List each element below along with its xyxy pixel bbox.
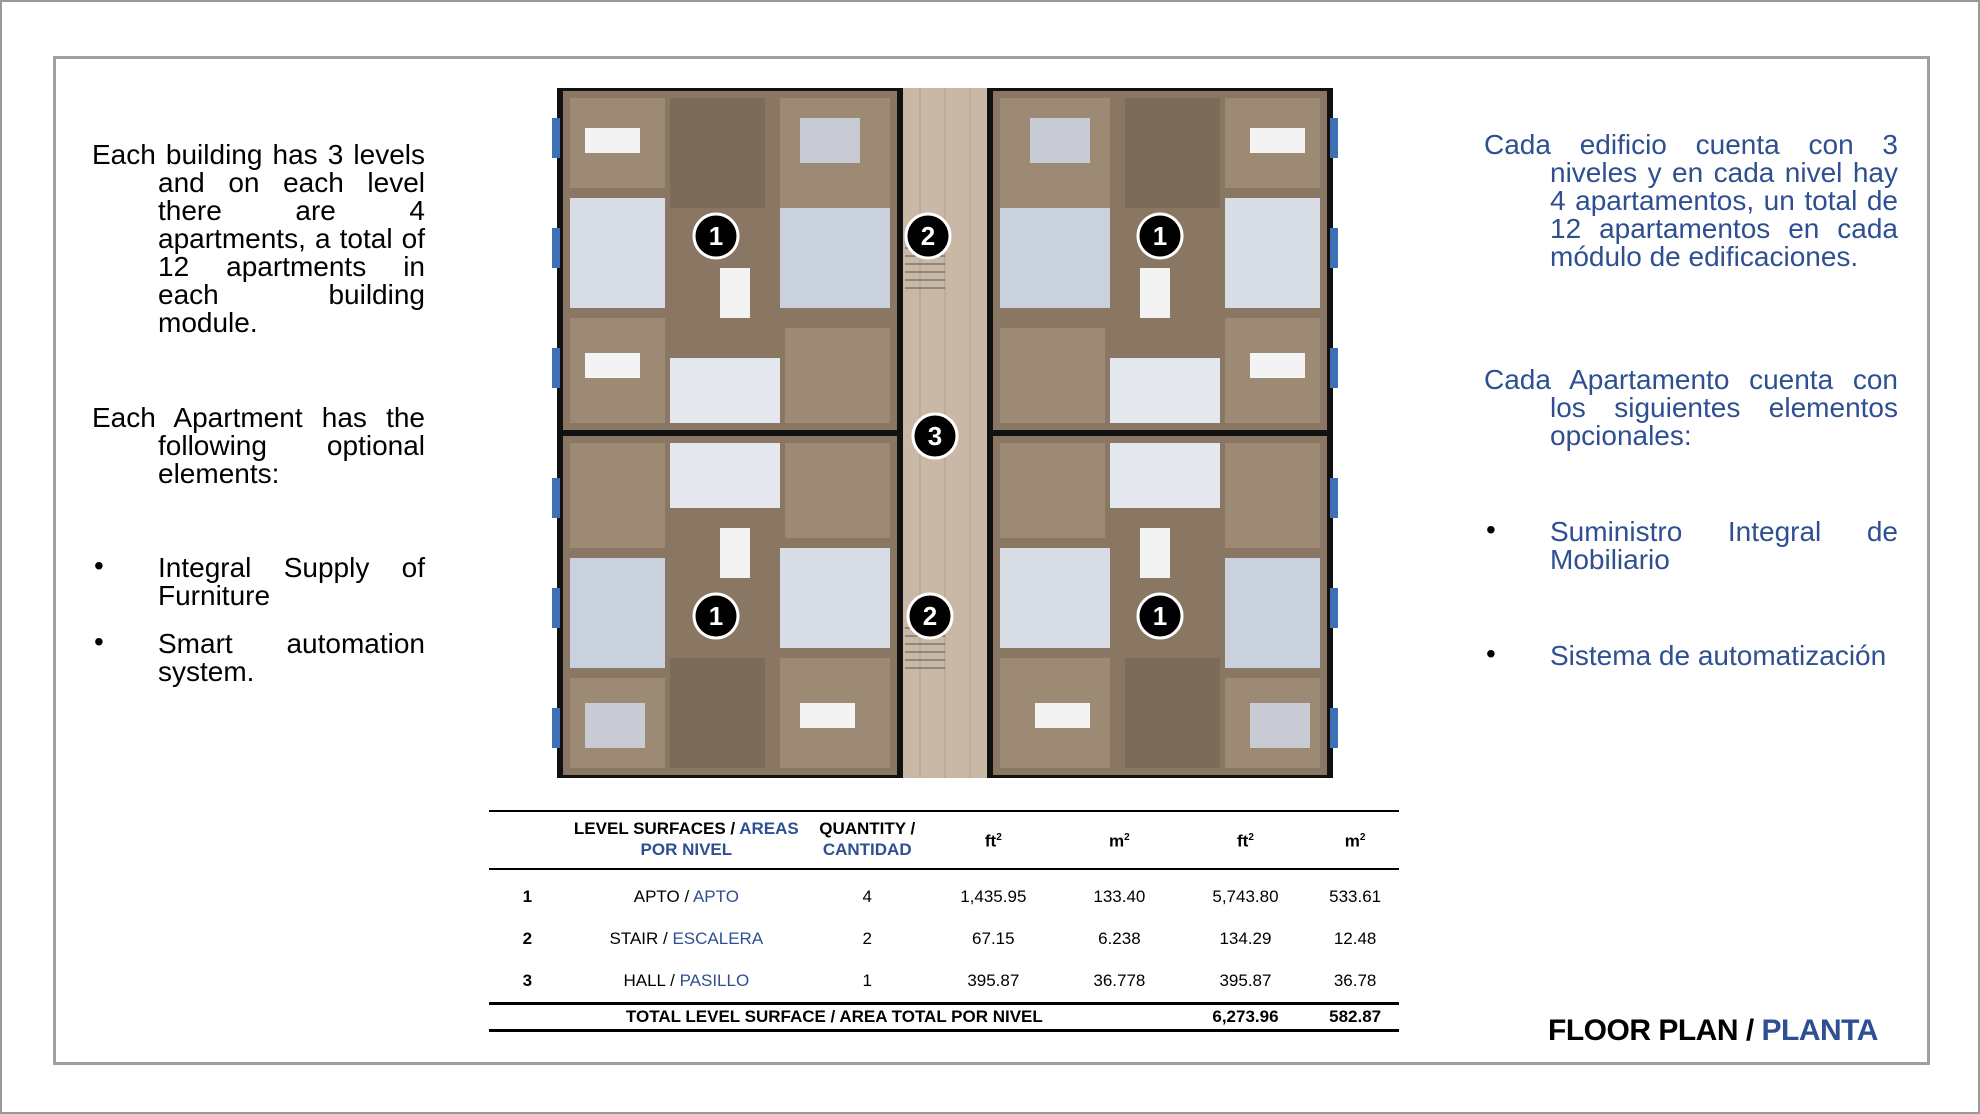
table-row: 3 HALL / PASILLO 1 395.87 36.778 395.87 36.78: [522, 971, 1377, 990]
svg-text:3: 3: [927, 421, 943, 451]
bullet-icon: •: [94, 550, 104, 581]
table-header-id: [489, 811, 566, 869]
english-optional-intro: [92, 404, 425, 488]
plan-marker: [908, 594, 952, 638]
svg-text:2: 2: [922, 601, 938, 631]
english-paragraph-optional: Each Apartment has the following optional elements:: [92, 402, 425, 489]
plan-marker: [1138, 214, 1182, 258]
table-header-surface: LEVEL SURFACES / AREAS POR NIVEL: [566, 811, 807, 869]
total-label: TOTAL LEVEL SURFACE / AREA TOTAL POR NIVEL: [489, 1004, 1180, 1031]
spanish-optional-intro: [1484, 366, 1898, 450]
english-bullet-item: [92, 626, 425, 687]
spanish-paragraph-optional: Cada Apartamento cuenta con los siguientes elementos opcionales:: [1484, 364, 1898, 451]
english-bullet-text: Smart automation system.: [158, 628, 425, 687]
title-spanish: PLANTA: [1761, 1014, 1878, 1047]
svg-text:1: 1: [708, 221, 724, 251]
spanish-bullet-list-2: [1484, 638, 1898, 690]
spanish-bullet-item: [1484, 514, 1898, 575]
table-total-row: [489, 1004, 1399, 1031]
table-header-total-m2: $m^2$: [1311, 811, 1399, 869]
title-english: FLOOR PLAN /: [1548, 1014, 1754, 1047]
spanish-description: [1484, 131, 1898, 271]
english-bullet-item: [92, 550, 425, 611]
spanish-bullet-text: Sistema de automatización: [1550, 640, 1887, 671]
plan-marker: [906, 214, 950, 258]
svg-text:1: 1: [1152, 221, 1168, 251]
spanish-paragraph-levels: Cada edificio cuenta con 3 niveles y en cada nivel hay 4 apartamentos, un total de 12 apartamentos en cada módulo de edificaciones.: [1484, 129, 1898, 272]
spanish-bullet-text: Suministro Integral de Mobiliario: [1550, 516, 1898, 575]
table-header-quantity: QUANTITY / CANTIDAD: [807, 811, 928, 869]
plan-marker: [694, 594, 738, 638]
bullet-icon: •: [1486, 638, 1496, 669]
plan-marker: [1138, 594, 1182, 638]
total-m2: 582.87: [1311, 1004, 1399, 1031]
spanish-bullet-list: [1484, 514, 1898, 594]
english-bullet-list: [92, 550, 425, 706]
svg-text:1: 1: [1152, 601, 1168, 631]
spanish-bullet-item: [1484, 638, 1898, 671]
table-header-ft2: $ft^2$: [928, 811, 1060, 869]
svg-text:1: 1: [708, 601, 724, 631]
bullet-icon: •: [94, 626, 104, 657]
svg-text:2: 2: [920, 221, 936, 251]
table-row: 1 APTO / APTO 4 1,435.95 133.40 5,743.80 533.61: [522, 887, 1382, 906]
english-paragraph-levels: Each building has 3 levels and on each level there are 4 apartments, a total of 12 apartments in each building module.: [92, 139, 425, 338]
area-table: [489, 810, 1399, 1032]
bullet-icon: •: [1486, 514, 1496, 545]
english-bullet-text: Integral Supply of Furniture: [158, 552, 425, 611]
table-header-total-ft2: $ft^2$: [1180, 811, 1312, 869]
english-description: [92, 141, 425, 337]
apartment-block-top-left: [560, 88, 900, 433]
floor-plan-image: [540, 88, 1350, 778]
apartment-block-top-right: [990, 88, 1330, 433]
page-title: [1548, 1014, 1878, 1048]
plan-marker: [913, 414, 957, 458]
total-ft2: 6,273.96: [1180, 1004, 1312, 1031]
plan-marker: [694, 214, 738, 258]
table-header-m2: $m^2$: [1059, 811, 1180, 869]
table-row: 2 STAIR / ESCALERA 2 67.15 6.238 134.29 12.48: [522, 929, 1377, 948]
table-header-row: [489, 811, 1399, 869]
